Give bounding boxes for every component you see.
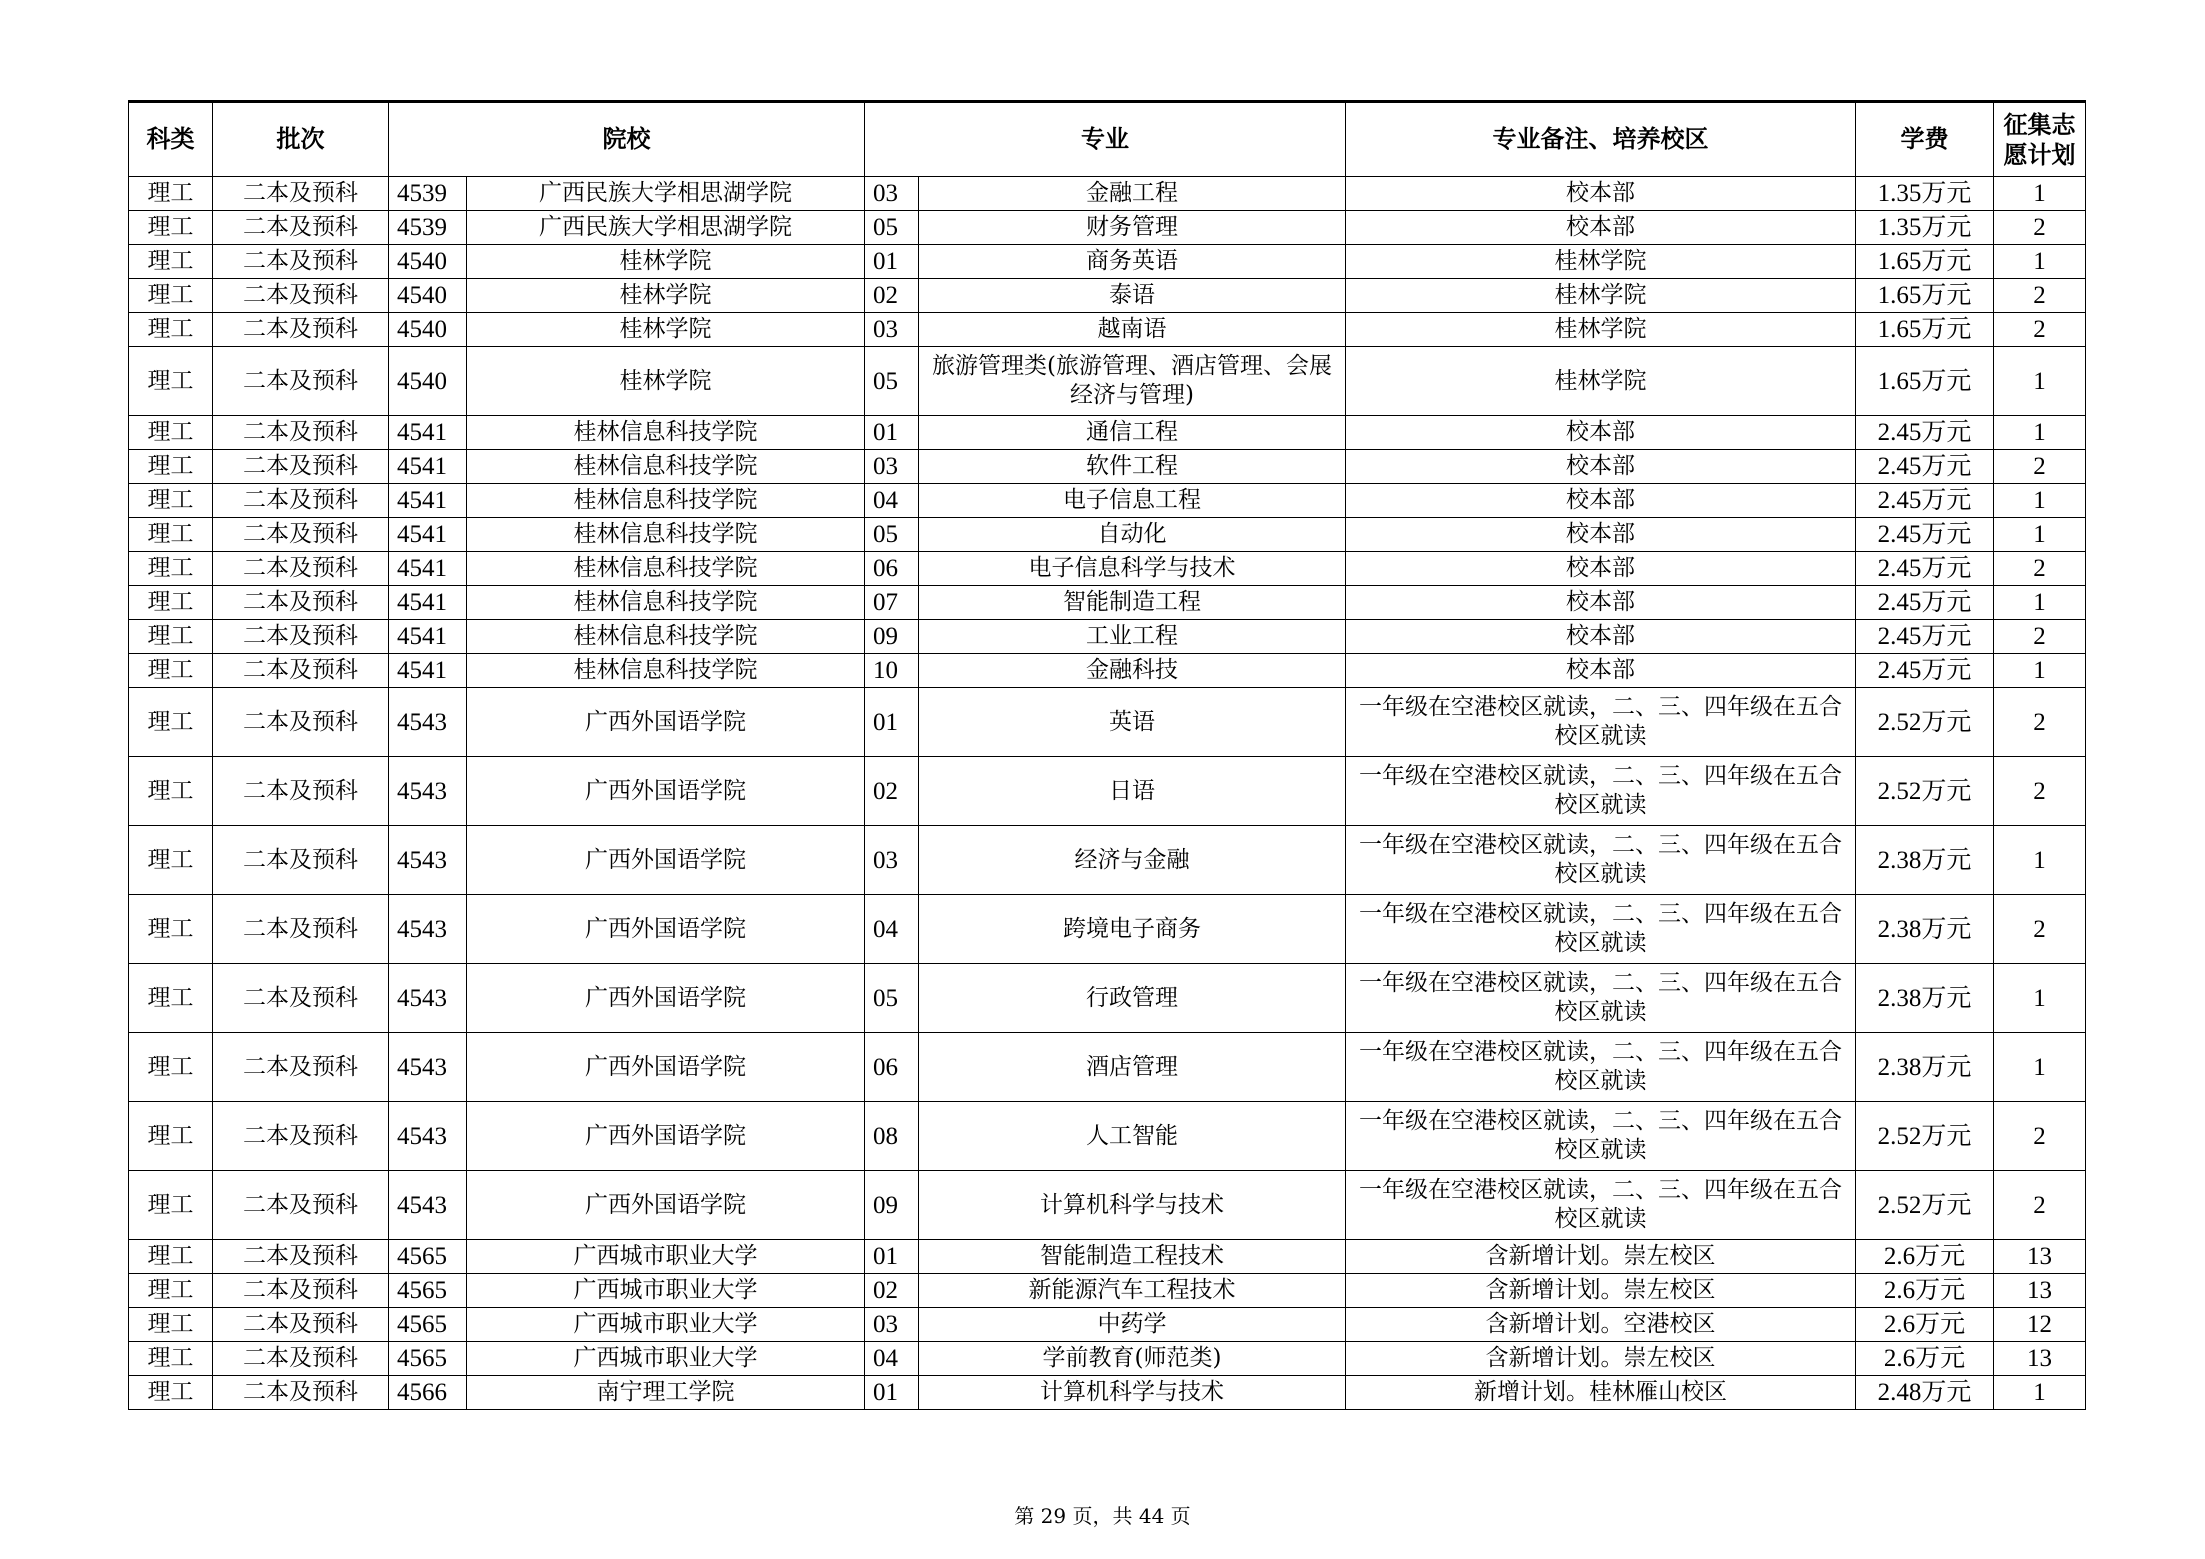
cell-note: 一年级在空港校区就读，二、三、四年级在五合校区就读 xyxy=(1346,895,1856,964)
cell-plan: 2 xyxy=(1994,620,2086,654)
header-plan-line2: 愿计划 xyxy=(2003,140,2076,169)
cell-category: 理工 xyxy=(129,964,213,1033)
cell-note: 校本部 xyxy=(1346,416,1856,450)
cell-batch: 二本及预科 xyxy=(213,1102,389,1171)
cell-tuition: 2.45万元 xyxy=(1856,552,1994,586)
cell-major-name: 越南语 xyxy=(919,313,1346,347)
cell-major-code: 06 xyxy=(865,1033,919,1102)
cell-plan: 1 xyxy=(1994,177,2086,211)
cell-note: 一年级在空港校区就读，二、三、四年级在五合校区就读 xyxy=(1346,964,1856,1033)
cell-school-code: 4541 xyxy=(389,518,467,552)
cell-school-code: 4543 xyxy=(389,757,467,826)
cell-major-code: 03 xyxy=(865,826,919,895)
cell-major-name: 跨境电子商务 xyxy=(919,895,1346,964)
cell-school-code: 4543 xyxy=(389,1102,467,1171)
header-plan-line1: 征集志 xyxy=(2003,110,2076,139)
cell-note: 校本部 xyxy=(1346,620,1856,654)
cell-school-code: 4543 xyxy=(389,1171,467,1240)
page-footer: 第 29 页，共 44 页 xyxy=(1014,1504,1191,1528)
table-row xyxy=(129,484,2086,518)
cell-plan: 1 xyxy=(1994,826,2086,895)
cell-tuition: 2.45万元 xyxy=(1856,484,1994,518)
cell-batch: 二本及预科 xyxy=(213,1342,389,1376)
cell-school-code: 4543 xyxy=(389,826,467,895)
cell-category: 理工 xyxy=(129,1240,213,1274)
cell-major-name: 智能制造工程技术 xyxy=(919,1240,1346,1274)
header-category: 科类 xyxy=(129,102,213,177)
cell-tuition: 2.6万元 xyxy=(1856,1308,1994,1342)
cell-note: 含新增计划。崇左校区 xyxy=(1346,1342,1856,1376)
cell-batch: 二本及预科 xyxy=(213,895,389,964)
cell-note: 含新增计划。空港校区 xyxy=(1346,1308,1856,1342)
cell-category: 理工 xyxy=(129,1342,213,1376)
cell-category: 理工 xyxy=(129,1308,213,1342)
cell-plan: 12 xyxy=(1994,1308,2086,1342)
cell-major-name: 学前教育(师范类) xyxy=(919,1342,1346,1376)
table-row xyxy=(129,826,2086,895)
cell-batch: 二本及预科 xyxy=(213,654,389,688)
cell-note: 校本部 xyxy=(1346,552,1856,586)
cell-plan: 2 xyxy=(1994,313,2086,347)
cell-category: 理工 xyxy=(129,895,213,964)
table-row xyxy=(129,1342,2086,1376)
cell-batch: 二本及预科 xyxy=(213,620,389,654)
cell-major-name: 软件工程 xyxy=(919,450,1346,484)
cell-major-code: 04 xyxy=(865,484,919,518)
cell-tuition: 2.52万元 xyxy=(1856,1102,1994,1171)
cell-major-code: 01 xyxy=(865,416,919,450)
cell-major-code: 03 xyxy=(865,450,919,484)
cell-batch: 二本及预科 xyxy=(213,416,389,450)
table-row xyxy=(129,620,2086,654)
table-row xyxy=(129,518,2086,552)
cell-tuition: 2.38万元 xyxy=(1856,1033,1994,1102)
cell-major-code: 04 xyxy=(865,1342,919,1376)
cell-tuition: 2.45万元 xyxy=(1856,586,1994,620)
cell-school-name: 桂林信息科技学院 xyxy=(467,416,865,450)
cell-note: 校本部 xyxy=(1346,518,1856,552)
cell-school-code: 4565 xyxy=(389,1274,467,1308)
cell-major-name: 电子信息工程 xyxy=(919,484,1346,518)
cell-category: 理工 xyxy=(129,586,213,620)
cell-major-code: 01 xyxy=(865,1240,919,1274)
cell-major-name: 行政管理 xyxy=(919,964,1346,1033)
header-tuition: 学费 xyxy=(1856,102,1994,177)
cell-note: 校本部 xyxy=(1346,484,1856,518)
cell-major-name: 电子信息科学与技术 xyxy=(919,552,1346,586)
cell-school-code: 4566 xyxy=(389,1376,467,1410)
cell-school-name: 桂林学院 xyxy=(467,245,865,279)
cell-category: 理工 xyxy=(129,654,213,688)
cell-school-name: 广西城市职业大学 xyxy=(467,1274,865,1308)
cell-tuition: 2.52万元 xyxy=(1856,757,1994,826)
cell-note: 校本部 xyxy=(1346,450,1856,484)
cell-tuition: 2.45万元 xyxy=(1856,620,1994,654)
cell-batch: 二本及预科 xyxy=(213,279,389,313)
cell-school-code: 4540 xyxy=(389,347,467,416)
table-row xyxy=(129,688,2086,757)
cell-plan: 1 xyxy=(1994,245,2086,279)
cell-major-name: 计算机科学与技术 xyxy=(919,1171,1346,1240)
cell-note: 一年级在空港校区就读，二、三、四年级在五合校区就读 xyxy=(1346,1102,1856,1171)
cell-category: 理工 xyxy=(129,1102,213,1171)
enrollment-table xyxy=(128,100,2086,1410)
cell-school-name: 广西外国语学院 xyxy=(467,1033,865,1102)
cell-tuition: 2.48万元 xyxy=(1856,1376,1994,1410)
cell-school-name: 桂林信息科技学院 xyxy=(467,654,865,688)
cell-batch: 二本及预科 xyxy=(213,211,389,245)
cell-tuition: 2.52万元 xyxy=(1856,1171,1994,1240)
cell-major-code: 01 xyxy=(865,688,919,757)
cell-note: 一年级在空港校区就读，二、三、四年级在五合校区就读 xyxy=(1346,826,1856,895)
cell-category: 理工 xyxy=(129,1376,213,1410)
cell-major-name: 金融科技 xyxy=(919,654,1346,688)
cell-major-name: 泰语 xyxy=(919,279,1346,313)
cell-batch: 二本及预科 xyxy=(213,586,389,620)
cell-note: 一年级在空港校区就读，二、三、四年级在五合校区就读 xyxy=(1346,757,1856,826)
cell-plan: 2 xyxy=(1994,688,2086,757)
cell-tuition: 2.6万元 xyxy=(1856,1274,1994,1308)
cell-tuition: 2.38万元 xyxy=(1856,895,1994,964)
cell-category: 理工 xyxy=(129,620,213,654)
cell-category: 理工 xyxy=(129,347,213,416)
cell-plan: 1 xyxy=(1994,654,2086,688)
cell-school-name: 广西外国语学院 xyxy=(467,964,865,1033)
table-row xyxy=(129,654,2086,688)
cell-school-code: 4543 xyxy=(389,1033,467,1102)
cell-school-code: 4540 xyxy=(389,279,467,313)
header-plan xyxy=(1994,102,2086,177)
cell-plan: 2 xyxy=(1994,1102,2086,1171)
table-row xyxy=(129,1240,2086,1274)
cell-school-name: 广西外国语学院 xyxy=(467,757,865,826)
cell-batch: 二本及预科 xyxy=(213,518,389,552)
cell-note: 校本部 xyxy=(1346,177,1856,211)
cell-school-code: 4539 xyxy=(389,177,467,211)
table-row xyxy=(129,313,2086,347)
cell-school-name: 桂林学院 xyxy=(467,279,865,313)
cell-major-name: 中药学 xyxy=(919,1308,1346,1342)
cell-school-code: 4541 xyxy=(389,586,467,620)
cell-note: 桂林学院 xyxy=(1346,347,1856,416)
cell-tuition: 1.65万元 xyxy=(1856,313,1994,347)
cell-school-code: 4565 xyxy=(389,1240,467,1274)
cell-school-code: 4540 xyxy=(389,313,467,347)
cell-major-code: 08 xyxy=(865,1102,919,1171)
cell-school-name: 广西外国语学院 xyxy=(467,1171,865,1240)
cell-major-name: 日语 xyxy=(919,757,1346,826)
table-row xyxy=(129,1102,2086,1171)
cell-plan: 1 xyxy=(1994,586,2086,620)
cell-batch: 二本及预科 xyxy=(213,757,389,826)
cell-school-name: 桂林信息科技学院 xyxy=(467,552,865,586)
table-row xyxy=(129,1171,2086,1240)
cell-major-name: 英语 xyxy=(919,688,1346,757)
cell-major-code: 10 xyxy=(865,654,919,688)
cell-major-name: 通信工程 xyxy=(919,416,1346,450)
cell-tuition: 2.6万元 xyxy=(1856,1342,1994,1376)
cell-category: 理工 xyxy=(129,211,213,245)
header-batch: 批次 xyxy=(213,102,389,177)
cell-school-code: 4541 xyxy=(389,450,467,484)
cell-batch: 二本及预科 xyxy=(213,450,389,484)
cell-category: 理工 xyxy=(129,245,213,279)
cell-category: 理工 xyxy=(129,552,213,586)
cell-note: 桂林学院 xyxy=(1346,313,1856,347)
cell-major-code: 05 xyxy=(865,211,919,245)
cell-school-code: 4541 xyxy=(389,620,467,654)
table-row xyxy=(129,279,2086,313)
cell-major-name: 酒店管理 xyxy=(919,1033,1346,1102)
header-school: 院校 xyxy=(389,102,865,177)
table-row xyxy=(129,895,2086,964)
cell-school-name: 广西民族大学相思湖学院 xyxy=(467,177,865,211)
table-row xyxy=(129,450,2086,484)
cell-major-name: 财务管理 xyxy=(919,211,1346,245)
cell-category: 理工 xyxy=(129,688,213,757)
cell-major-code: 03 xyxy=(865,1308,919,1342)
cell-school-name: 南宁理工学院 xyxy=(467,1376,865,1410)
table-row xyxy=(129,211,2086,245)
cell-note: 桂林学院 xyxy=(1346,279,1856,313)
cell-major-code: 04 xyxy=(865,895,919,964)
table-body xyxy=(129,177,2086,1410)
cell-major-code: 02 xyxy=(865,757,919,826)
cell-plan: 2 xyxy=(1994,552,2086,586)
cell-school-code: 4565 xyxy=(389,1342,467,1376)
cell-tuition: 1.65万元 xyxy=(1856,245,1994,279)
cell-note: 一年级在空港校区就读，二、三、四年级在五合校区就读 xyxy=(1346,688,1856,757)
cell-major-code: 05 xyxy=(865,518,919,552)
cell-school-code: 4543 xyxy=(389,688,467,757)
cell-school-code: 4541 xyxy=(389,654,467,688)
cell-note: 一年级在空港校区就读，二、三、四年级在五合校区就读 xyxy=(1346,1033,1856,1102)
cell-plan: 13 xyxy=(1994,1342,2086,1376)
cell-batch: 二本及预科 xyxy=(213,1376,389,1410)
cell-school-code: 4541 xyxy=(389,416,467,450)
cell-school-code: 4541 xyxy=(389,484,467,518)
cell-major-code: 09 xyxy=(865,620,919,654)
cell-major-code: 02 xyxy=(865,279,919,313)
header-note: 专业备注、培养校区 xyxy=(1346,102,1856,177)
cell-category: 理工 xyxy=(129,1274,213,1308)
cell-major-name: 智能制造工程 xyxy=(919,586,1346,620)
table-row xyxy=(129,757,2086,826)
cell-note: 新增计划。桂林雁山校区 xyxy=(1346,1376,1856,1410)
cell-batch: 二本及预科 xyxy=(213,826,389,895)
cell-category: 理工 xyxy=(129,1033,213,1102)
table-row xyxy=(129,245,2086,279)
cell-note: 校本部 xyxy=(1346,654,1856,688)
cell-batch: 二本及预科 xyxy=(213,1308,389,1342)
cell-plan: 1 xyxy=(1994,518,2086,552)
cell-major-code: 09 xyxy=(865,1171,919,1240)
table-row xyxy=(129,552,2086,586)
cell-batch: 二本及预科 xyxy=(213,1240,389,1274)
cell-plan: 1 xyxy=(1994,1033,2086,1102)
cell-plan: 1 xyxy=(1994,484,2086,518)
cell-batch: 二本及预科 xyxy=(213,347,389,416)
cell-category: 理工 xyxy=(129,450,213,484)
table-row xyxy=(129,1033,2086,1102)
cell-school-name: 桂林信息科技学院 xyxy=(467,586,865,620)
cell-major-code: 03 xyxy=(865,177,919,211)
cell-major-name: 新能源汽车工程技术 xyxy=(919,1274,1346,1308)
cell-batch: 二本及预科 xyxy=(213,484,389,518)
table-row xyxy=(129,586,2086,620)
cell-school-name: 广西外国语学院 xyxy=(467,688,865,757)
cell-school-code: 4540 xyxy=(389,245,467,279)
cell-batch: 二本及预科 xyxy=(213,1171,389,1240)
cell-category: 理工 xyxy=(129,484,213,518)
cell-school-name: 桂林学院 xyxy=(467,347,865,416)
cell-category: 理工 xyxy=(129,177,213,211)
cell-note: 校本部 xyxy=(1346,211,1856,245)
cell-major-name: 经济与金融 xyxy=(919,826,1346,895)
cell-batch: 二本及预科 xyxy=(213,552,389,586)
cell-category: 理工 xyxy=(129,313,213,347)
table-row xyxy=(129,347,2086,416)
header-major: 专业 xyxy=(865,102,1346,177)
cell-school-code: 4565 xyxy=(389,1308,467,1342)
cell-plan: 2 xyxy=(1994,211,2086,245)
cell-category: 理工 xyxy=(129,757,213,826)
cell-school-code: 4539 xyxy=(389,211,467,245)
cell-plan: 13 xyxy=(1994,1240,2086,1274)
cell-plan: 1 xyxy=(1994,347,2086,416)
cell-major-name: 计算机科学与技术 xyxy=(919,1376,1346,1410)
cell-major-code: 03 xyxy=(865,313,919,347)
cell-major-code: 02 xyxy=(865,1274,919,1308)
cell-school-name: 桂林信息科技学院 xyxy=(467,450,865,484)
cell-school-name: 广西城市职业大学 xyxy=(467,1240,865,1274)
cell-note: 含新增计划。崇左校区 xyxy=(1346,1240,1856,1274)
cell-major-name: 商务英语 xyxy=(919,245,1346,279)
cell-batch: 二本及预科 xyxy=(213,964,389,1033)
cell-category: 理工 xyxy=(129,518,213,552)
cell-tuition: 1.65万元 xyxy=(1856,279,1994,313)
cell-major-code: 05 xyxy=(865,347,919,416)
cell-category: 理工 xyxy=(129,279,213,313)
cell-school-name: 广西民族大学相思湖学院 xyxy=(467,211,865,245)
cell-batch: 二本及预科 xyxy=(213,1274,389,1308)
cell-tuition: 2.52万元 xyxy=(1856,688,1994,757)
cell-plan: 1 xyxy=(1994,416,2086,450)
cell-major-name: 金融工程 xyxy=(919,177,1346,211)
cell-major-code: 06 xyxy=(865,552,919,586)
table-row xyxy=(129,1274,2086,1308)
cell-plan: 13 xyxy=(1994,1274,2086,1308)
cell-major-name: 人工智能 xyxy=(919,1102,1346,1171)
cell-note: 校本部 xyxy=(1346,586,1856,620)
cell-major-code: 01 xyxy=(865,1376,919,1410)
cell-school-name: 广西城市职业大学 xyxy=(467,1308,865,1342)
cell-category: 理工 xyxy=(129,826,213,895)
table-row xyxy=(129,964,2086,1033)
cell-plan: 2 xyxy=(1994,450,2086,484)
cell-category: 理工 xyxy=(129,416,213,450)
cell-school-name: 桂林信息科技学院 xyxy=(467,484,865,518)
cell-note: 一年级在空港校区就读，二、三、四年级在五合校区就读 xyxy=(1346,1171,1856,1240)
cell-category: 理工 xyxy=(129,1171,213,1240)
cell-school-name: 桂林信息科技学院 xyxy=(467,620,865,654)
cell-plan: 2 xyxy=(1994,895,2086,964)
cell-school-code: 4541 xyxy=(389,552,467,586)
cell-school-name: 桂林学院 xyxy=(467,313,865,347)
cell-plan: 2 xyxy=(1994,757,2086,826)
cell-batch: 二本及预科 xyxy=(213,177,389,211)
cell-school-name: 广西外国语学院 xyxy=(467,895,865,964)
cell-major-code: 01 xyxy=(865,245,919,279)
table-row xyxy=(129,1308,2086,1342)
cell-school-name: 桂林信息科技学院 xyxy=(467,518,865,552)
cell-tuition: 1.35万元 xyxy=(1856,177,1994,211)
cell-major-name: 自动化 xyxy=(919,518,1346,552)
cell-school-name: 广西城市职业大学 xyxy=(467,1342,865,1376)
cell-tuition: 2.38万元 xyxy=(1856,826,1994,895)
cell-tuition: 2.45万元 xyxy=(1856,450,1994,484)
cell-major-code: 05 xyxy=(865,964,919,1033)
cell-plan: 2 xyxy=(1994,1171,2086,1240)
header-row xyxy=(129,102,2086,177)
table-row xyxy=(129,416,2086,450)
cell-plan: 1 xyxy=(1994,1376,2086,1410)
cell-plan: 1 xyxy=(1994,964,2086,1033)
table-row xyxy=(129,1376,2086,1410)
cell-tuition: 2.45万元 xyxy=(1856,654,1994,688)
table-row xyxy=(129,177,2086,211)
cell-tuition: 1.35万元 xyxy=(1856,211,1994,245)
cell-batch: 二本及预科 xyxy=(213,688,389,757)
cell-school-name: 广西外国语学院 xyxy=(467,826,865,895)
cell-note: 含新增计划。崇左校区 xyxy=(1346,1274,1856,1308)
cell-tuition: 2.6万元 xyxy=(1856,1240,1994,1274)
cell-tuition: 2.45万元 xyxy=(1856,518,1994,552)
cell-major-code: 07 xyxy=(865,586,919,620)
cell-tuition: 2.38万元 xyxy=(1856,964,1994,1033)
cell-school-name: 广西外国语学院 xyxy=(467,1102,865,1171)
cell-batch: 二本及预科 xyxy=(213,245,389,279)
cell-batch: 二本及预科 xyxy=(213,1033,389,1102)
cell-note: 桂林学院 xyxy=(1346,245,1856,279)
cell-school-code: 4543 xyxy=(389,964,467,1033)
cell-batch: 二本及预科 xyxy=(213,313,389,347)
cell-major-name: 工业工程 xyxy=(919,620,1346,654)
cell-major-name: 旅游管理类(旅游管理、酒店管理、会展经济与管理) xyxy=(919,347,1346,416)
cell-plan: 2 xyxy=(1994,279,2086,313)
cell-tuition: 2.45万元 xyxy=(1856,416,1994,450)
cell-tuition: 1.65万元 xyxy=(1856,347,1994,416)
cell-school-code: 4543 xyxy=(389,895,467,964)
